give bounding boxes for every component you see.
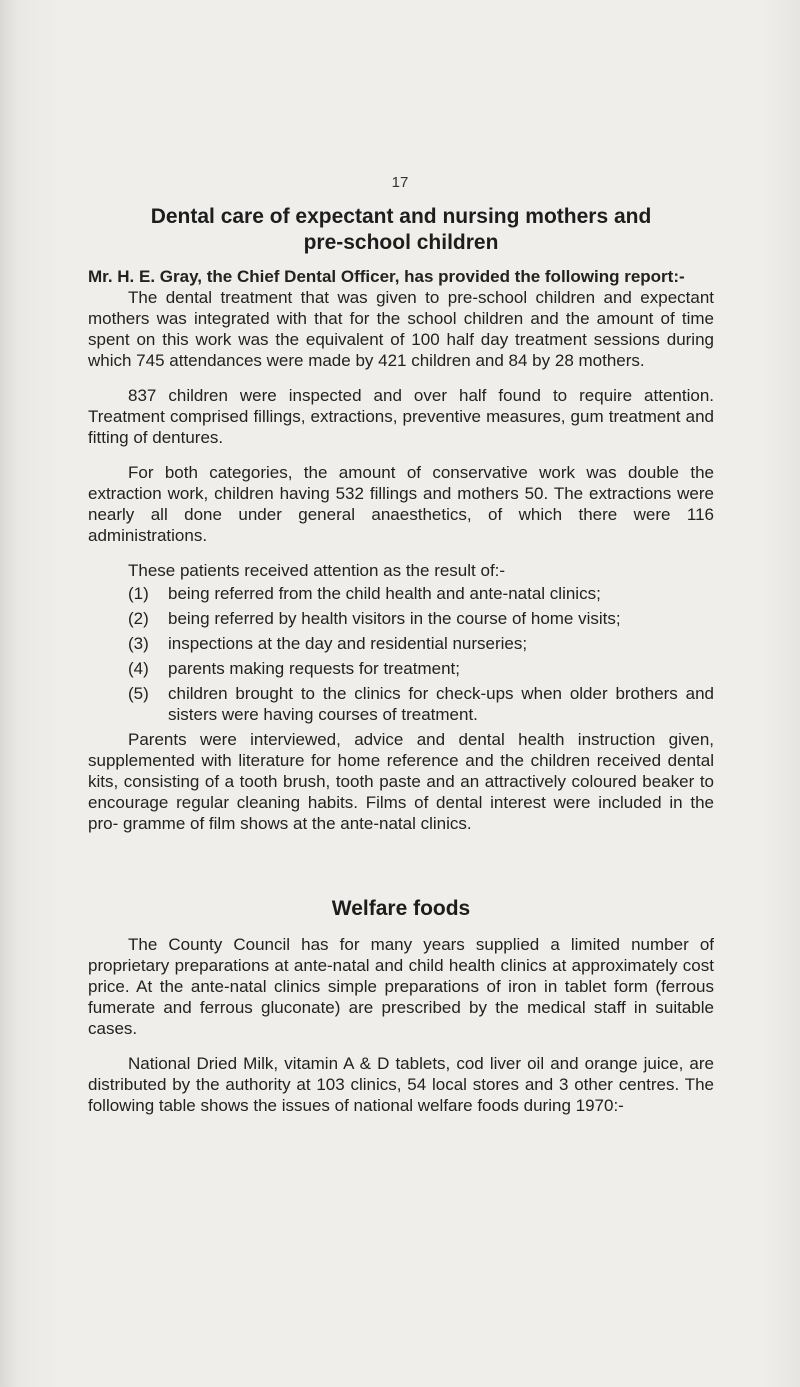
document-body [88, 204, 714, 1116]
section-title-dental-care [88, 204, 714, 256]
paragraph-inspections: 837 children were inspected and over half found to require attention. Treatment comprised fillings, extractions, preventive measures, gum treatment and fitting of dentures. [88, 386, 714, 447]
paragraph-national-dried-milk: National Dried Milk, vitamin A & D tablets, cod liver oil and orange juice, are distributed by the authority at 103 clinics, 54 local stores and 3 other centres. The following table shows the issues of national welfare foods during 1970:- [88, 1054, 714, 1115]
section-title-welfare-foods: Welfare foods [331, 897, 471, 920]
list-item-text: being referred by health visitors in the course of home visits; [168, 609, 621, 628]
list-item-number: (1) [128, 584, 149, 603]
list-item [88, 608, 714, 629]
list-item-number: (5) [128, 684, 149, 703]
list-item-number: (2) [128, 609, 149, 628]
section-title-line-1: Dental care of expectant and nursing mothers and [150, 205, 652, 228]
page-number: 17 [391, 174, 409, 191]
list-item [88, 683, 714, 725]
list-item [88, 633, 714, 654]
list-item-text: children brought to the clinics for check-ups when older brothers and sisters were having courses of treatment. [168, 684, 714, 724]
paragraph-parents-interviewed: Parents were interviewed, advice and dental health instruction given, supplemented with literature for home reference and the children received dental kits, consisting of a tooth brush, tooth paste and an attractively coloured beaker to encourage regular cleaning habits. Films of dental interest were included in the pro- gramme of film shows at the ante-natal clinics. [88, 730, 714, 833]
list-item-text: parents making requests for treatment; [168, 659, 460, 678]
list-item-number: (3) [128, 634, 149, 653]
list-item-number: (4) [128, 659, 149, 678]
paragraph-attention-causes: These patients received attention as the result of:- [128, 561, 506, 580]
report-intro: Mr. H. E. Gray, the Chief Dental Officer, has provided the following report:- [88, 267, 685, 286]
section-title-line-2: pre-school children [303, 231, 499, 254]
paragraph-conservative-work: For both categories, the amount of conservative work was double the extraction work, children having 532 fillings and mothers 50. The extractions were nearly all done under general anaesthetics, of which there were 116 administrations. [88, 463, 714, 545]
paragraph-treatment: The dental treatment that was given to pre-school children and expectant mothers was integrated with that for the school children and the amount of time spent on this work was the equivalent of 100 half day treatment sessions during which 745 attendances were made by 421 children and 84 by 28 mothers. [88, 288, 714, 370]
paragraph-proprietary-preparations: The County Council has for many years supplied a limited number of proprietary preparations at ante-natal and child health clinics at approximately cost price. At the ante-natal clinics simple preparations of iron in tablet form (ferrous fumerate and ferrous gluconate) are prescribed by the medical staff in suitable cases. [88, 935, 714, 1038]
list-item-text: being referred from the child health and ante-natal clinics; [168, 584, 601, 603]
list-item [88, 658, 714, 679]
list-item [88, 583, 714, 604]
referral-list [88, 583, 714, 725]
list-item-text: inspections at the day and residential nurseries; [168, 634, 528, 653]
